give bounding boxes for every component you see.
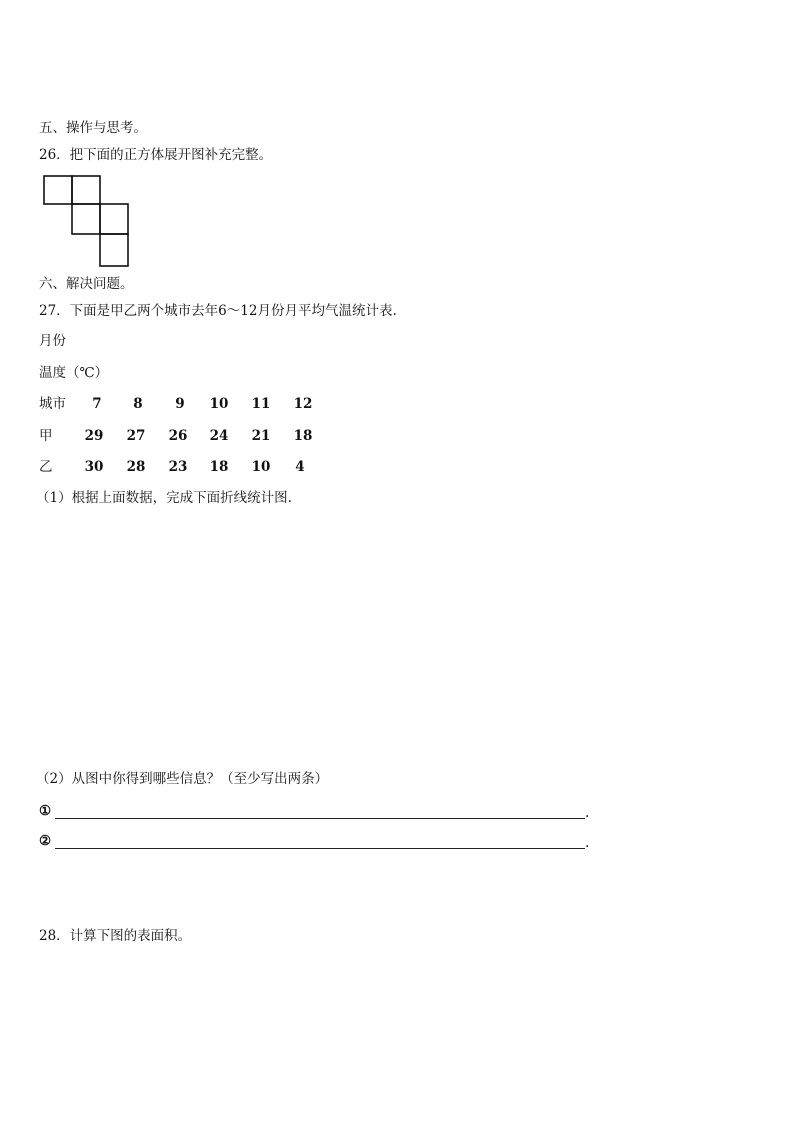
table-month-cell: 8	[133, 396, 143, 412]
table-value-cell: 18	[293, 428, 313, 444]
question-27-part-1: （1）根据上面数据，完成下面折线统计图.	[36, 490, 292, 506]
answer-line-1[interactable]	[39, 802, 590, 822]
table-value-cell: 4	[295, 459, 305, 475]
net-square	[44, 176, 72, 204]
answer-underline[interactable]	[55, 818, 585, 819]
table-month-cell: 9	[175, 396, 185, 412]
section-5-heading: 五、操作与思考。	[39, 120, 147, 136]
table-city-header: 城市	[39, 396, 66, 412]
table-value-cell: 30	[84, 459, 104, 475]
net-square	[100, 204, 128, 234]
net-square	[72, 204, 100, 234]
table-month-cell: 10	[209, 396, 229, 412]
table-value-cell: 21	[251, 428, 271, 444]
question-27-part-2: （2）从图中你得到哪些信息？（至少写出两条）	[36, 771, 329, 787]
table-value-cell: 27	[126, 428, 146, 444]
table-month-cell: 12	[293, 396, 313, 412]
table-city-yi: 乙	[39, 459, 53, 475]
question-28: 28．计算下图的表面积。	[39, 928, 192, 944]
net-square	[100, 234, 128, 266]
cube-net-figure	[40, 172, 140, 272]
table-value-cell: 10	[251, 459, 271, 475]
table-value-cell: 18	[209, 459, 229, 475]
table-temp-label: 温度（℃）	[39, 365, 109, 381]
answer-period: .	[585, 805, 590, 821]
question-27: 27．下面是甲乙两个城市去年6～12月份月平均气温统计表.	[39, 303, 397, 319]
table-value-cell: 24	[209, 428, 229, 444]
answer-marker: ①	[39, 803, 52, 819]
answer-period: .	[585, 835, 590, 851]
table-month-label: 月份	[39, 333, 66, 349]
table-value-cell: 23	[168, 459, 188, 475]
answer-underline[interactable]	[55, 848, 585, 849]
table-month-cell: 11	[251, 396, 271, 412]
table-value-cell: 28	[126, 459, 146, 475]
answer-line-2[interactable]	[39, 832, 590, 852]
answer-marker: ②	[39, 833, 52, 849]
table-month-cell: 7	[92, 396, 102, 412]
net-square	[72, 176, 100, 204]
table-value-cell: 29	[84, 428, 104, 444]
section-6-heading: 六、解决问题。	[39, 276, 134, 292]
question-26: 26．把下面的正方体展开图补充完整。	[39, 147, 273, 163]
table-value-cell: 26	[168, 428, 188, 444]
table-city-jia: 甲	[39, 428, 53, 444]
